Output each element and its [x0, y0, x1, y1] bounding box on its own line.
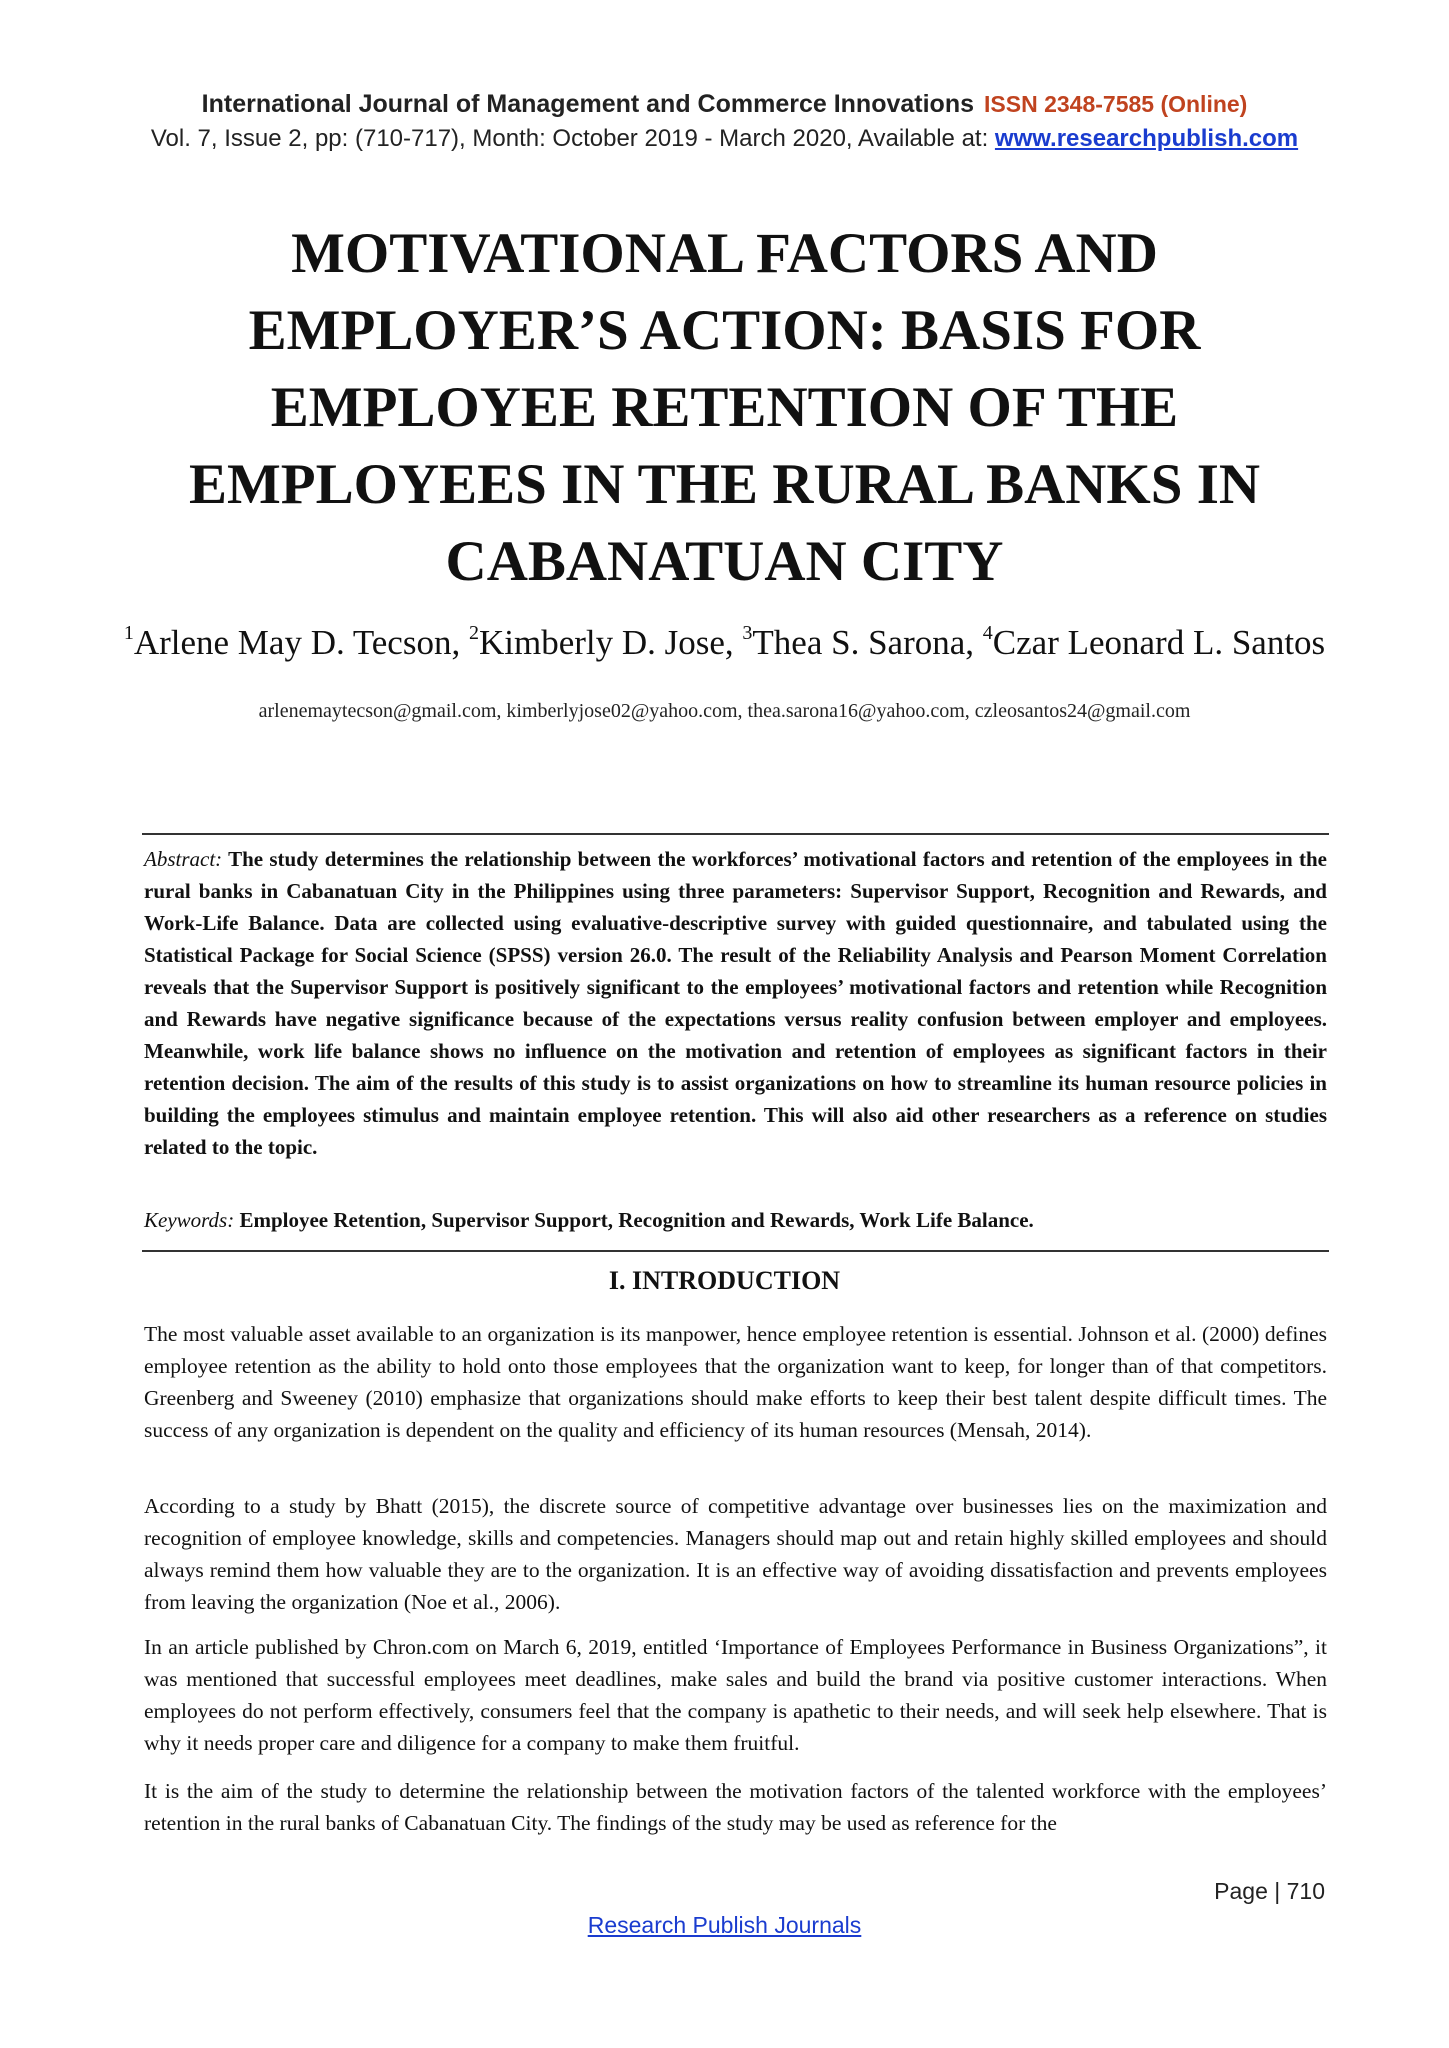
author-name: Kimberly D. Jose,: [478, 623, 743, 662]
journal-title-line: [0, 90, 1449, 119]
abstract-label: Abstract:: [144, 847, 223, 871]
journal-details-line: [0, 125, 1449, 153]
section-heading: I. INTRODUCTION: [608, 1266, 841, 1295]
author-name: Czar Leonard L. Santos: [992, 623, 1326, 662]
keywords-label: Keywords:: [144, 1208, 235, 1232]
journal-name: International Journal of Management and Commerce Innovations: [201, 90, 974, 118]
keywords-text: Employee Retention, Supervisor Support, Recognition and Rewards, Work Life Balance.: [234, 1208, 1034, 1232]
body-paragraph: According to a study by Bhatt (2015), the discrete source of competitive advantage over businesses lies on the maximization and recognition of employee knowledge, skills and competencies. Managers should map out and retain highly skilled employees and should always remind them how valuable they are to the organization. It is an effective way of avoiding dissatisfaction and prevents employees from leaving the organization (Noe et al., 2006).: [144, 1494, 1327, 1614]
author-affiliation-number: 2: [468, 622, 479, 644]
author-list: [0, 622, 1449, 663]
abstract-block: [144, 843, 1327, 1163]
abstract-top-rule: [142, 833, 1329, 835]
body-paragraph: It is the aim of the study to determine the relationship between the motivation factors of the talented workforce with the employees’ retention in the rural banks of Cabanatuan City. The findings of the study may be used as reference for the: [144, 1779, 1327, 1835]
abstract-text: The study determines the relationship between the workforces’ motivational factors and retention of the employees in the rural banks in Cabanatuan City in the Philippines using three parameters: Supervisor Support, Recognition and Rewards, and Work-Life Balance. Data are collected using evaluative-descriptive survey with guided questionnaire, and tabulated using the Statistical Package for Social Science (SPSS) version 26.0. The result of the Reliability Analysis and Pearson Moment Correlation reveals that the Supervisor Support is positively significant to the employees’ motivational factors and retention while Recognition and Rewards have negative significance because of the expectations versus reality confusion between employer and employees. Meanwhile, work life balance shows no influence on the motivation and retention of employees as significant factors in their retention decision. The aim of the results of this study is to assist organizations on how to streamline its human resource policies in building the employees stimulus and maintain employee retention. This will also aid other researchers as a reference on studies related to the topic.: [144, 847, 1327, 1159]
author-affiliation-number: 4: [982, 622, 993, 644]
paper-title: MOTIVATIONAL FACTORS AND EMPLOYER’S ACTION: BASIS FOR EMPLOYEE RETENTION OF THE EMPLOYEES IN THE RURAL BANKS IN CABANATUAN CITY: [188, 222, 1261, 593]
journal-details: Vol. 7, Issue 2, pp: (710-717), Month: October 2019 - March 2020, Available at:: [150, 125, 995, 152]
author-name: Arlene May D. Tecson,: [133, 623, 469, 662]
keywords-block: [144, 1208, 1327, 1233]
body-paragraph: In an article published by Chron.com on March 6, 2019, entitled ‘Importance of Employees Performance in Business Organizations”, it was mentioned that successful employees meet deadlines, make sales and build the brand via positive customer interactions. When employees do not perform effectively, consumers feel that the company is apathetic to their needs, and will seek help elsewhere. That is why it needs proper care and diligence for a company to make them fruitful.: [144, 1635, 1327, 1755]
body-paragraph: The most valuable asset available to an organization is its manpower, hence employee retention is essential. Johnson et al. (2000) defines employee retention as the ability to hold onto those employees that the organization want to keep, for longer than of that competitors. Greenberg and Sweeney (2010) emphasize that organizations should make efforts to keep their best talent despite difficult times. The success of any organization is dependent on the quality and efficiency of its human resources (Mensah, 2014).: [144, 1322, 1327, 1442]
abstract-bottom-rule: [142, 1250, 1329, 1252]
footer: [0, 1912, 1449, 1939]
author-emails: arlenemaytecson@gmail.com, kimberlyjose02@yahoo.com, thea.sarona16@yahoo.com, czleosantos24@gmail.com: [258, 700, 1191, 722]
journal-website-link[interactable]: www.researchpublish.com: [994, 125, 1299, 152]
author-affiliation-number: 3: [742, 622, 753, 644]
author-name: Thea S. Sarona,: [752, 623, 983, 662]
journal-issn: ISSN 2348-7585 (Online): [984, 91, 1248, 117]
author-affiliation-number: 1: [123, 622, 134, 644]
publisher-link[interactable]: Research Publish Journals: [587, 1912, 862, 1938]
page-number: Page | 710: [1214, 1878, 1325, 1904]
